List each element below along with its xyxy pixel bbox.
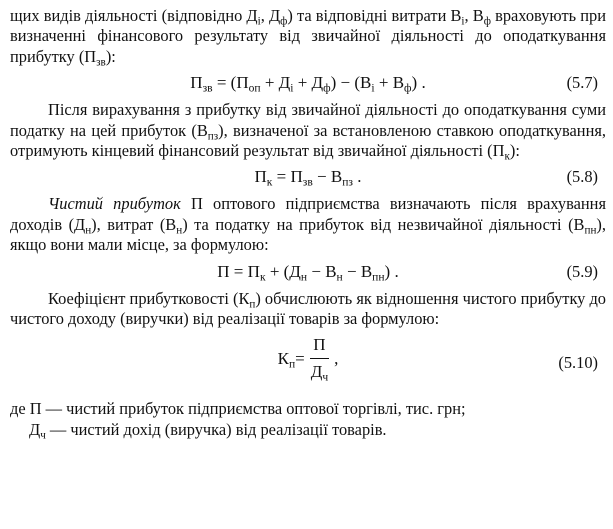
subscript: п xyxy=(288,357,296,371)
equation-number: (5.9) xyxy=(566,261,598,281)
subscript: і xyxy=(257,15,261,28)
formula-part: − В xyxy=(312,167,343,187)
equation-number: (5.8) xyxy=(566,167,598,187)
text-span: П оптового підприємства визначають після врахування доходів (Д xyxy=(10,194,606,234)
equation-5-9 xyxy=(10,257,606,287)
formula-part: = П xyxy=(272,167,303,187)
subscript: ф xyxy=(483,15,491,28)
text-span: Після вирахування з прибутку від звичайної діяльності до оподаткування суми податку на цей прибуток (В xyxy=(10,100,606,140)
formula-equals: = xyxy=(295,348,305,368)
formula-lhs xyxy=(278,349,296,369)
subscript: ф xyxy=(404,81,412,95)
subscript: пз xyxy=(342,175,353,189)
text-span: ) та податку на прибуток від незвичайної діяльності (В xyxy=(182,214,585,234)
subscript: к xyxy=(504,150,510,163)
text-span: ), витрат (В xyxy=(91,214,177,234)
formula-part: ) − (В xyxy=(330,73,372,93)
fraction-numerator: П xyxy=(310,333,328,359)
formula-part: + Д xyxy=(293,73,324,93)
formula-tail: , xyxy=(334,348,339,368)
formula-part: + Д xyxy=(260,73,291,93)
subscript: ч xyxy=(322,370,329,384)
text-span: ): xyxy=(509,141,520,161)
subscript: пн xyxy=(372,270,385,284)
equation-5-7 xyxy=(10,68,606,98)
formula-part: Д xyxy=(310,362,323,382)
formula-part: − В xyxy=(342,261,373,281)
equation-number: (5.7) xyxy=(566,73,598,93)
subscript: і xyxy=(461,15,465,28)
text-span: ), якщо вони мали місце, за формулою: xyxy=(10,214,606,255)
text-span: , Д xyxy=(260,6,281,25)
formula-part: = (П xyxy=(212,73,249,93)
text-span: ) обчислюють як відношення чистого прибутку до чистого доходу (виручки) від реалізації товарів за формулою: xyxy=(10,288,607,329)
subscript: і xyxy=(371,81,375,95)
subscript: зв xyxy=(202,81,213,95)
formula xyxy=(10,333,606,384)
text-span: де П — чистий прибуток підприємства оптової торгівлі, тис. грн; xyxy=(10,399,466,419)
definition-line-2 xyxy=(10,420,606,440)
document-page xyxy=(10,6,606,440)
subscript: зв xyxy=(96,56,106,69)
text-span: ), визначеної за встановленою ставкою оподаткування, отримують кінцевий фінансовий результат від звичайної діяльності (П xyxy=(10,120,606,161)
fraction-denominator xyxy=(308,359,331,384)
term-net-profit: Чистий прибуток xyxy=(48,194,181,214)
subscript: ч xyxy=(40,429,46,442)
formula-part: П xyxy=(190,73,203,93)
formula xyxy=(10,73,606,93)
subscript: к xyxy=(266,175,273,189)
subscript: і xyxy=(290,81,294,95)
formula xyxy=(10,262,606,282)
formula-part: ) . xyxy=(384,261,399,281)
text-span: ) та відповідні витрати В xyxy=(287,6,462,25)
formula-part: − В xyxy=(307,261,337,281)
subscript: пн xyxy=(584,224,597,237)
text-span: — чистий дохід (виручка) від реалізації товарів. xyxy=(45,419,387,439)
paragraph-2 xyxy=(10,100,606,161)
formula-part: ) . xyxy=(411,73,426,93)
subscript: п xyxy=(249,298,256,310)
fraction xyxy=(308,333,331,384)
subscript: н xyxy=(300,270,308,284)
subscript: ф xyxy=(323,81,331,95)
formula-part: + (Д xyxy=(265,261,301,281)
paragraph-1 xyxy=(10,6,606,67)
text-span: Коефіцієнт прибутковості (К xyxy=(48,288,250,308)
text-span: ): xyxy=(105,46,116,66)
text-span: Д xyxy=(29,419,41,439)
formula-part: П = П xyxy=(217,261,260,281)
formula-part: П xyxy=(254,167,267,187)
formula-part: + В xyxy=(374,73,405,93)
text-span: щих видів діяльності (відповідно Д xyxy=(10,6,258,25)
definition-line-1 xyxy=(10,399,606,419)
subscript: зв xyxy=(302,175,313,189)
equation-5-8 xyxy=(10,162,606,192)
text-span: , В xyxy=(464,6,484,25)
paragraph-4 xyxy=(10,289,606,330)
subscript: ф xyxy=(280,15,288,28)
paragraph-3 xyxy=(10,194,606,255)
equation-5-10 xyxy=(10,333,606,395)
subscript: оп xyxy=(248,81,261,95)
equation-number: (5.10) xyxy=(558,353,598,373)
subscript: к xyxy=(259,270,266,284)
subscript: н xyxy=(336,270,343,284)
subscript: н xyxy=(85,224,92,237)
text-span: враховують при визначенні фінансового результату від звичайної діяльності до оподаткування прибутку (П xyxy=(10,6,606,66)
formula-part: К xyxy=(277,348,289,368)
subscript: н xyxy=(176,224,183,237)
formula xyxy=(10,167,606,187)
subscript: пз xyxy=(207,129,219,142)
formula-part: . xyxy=(352,167,362,187)
